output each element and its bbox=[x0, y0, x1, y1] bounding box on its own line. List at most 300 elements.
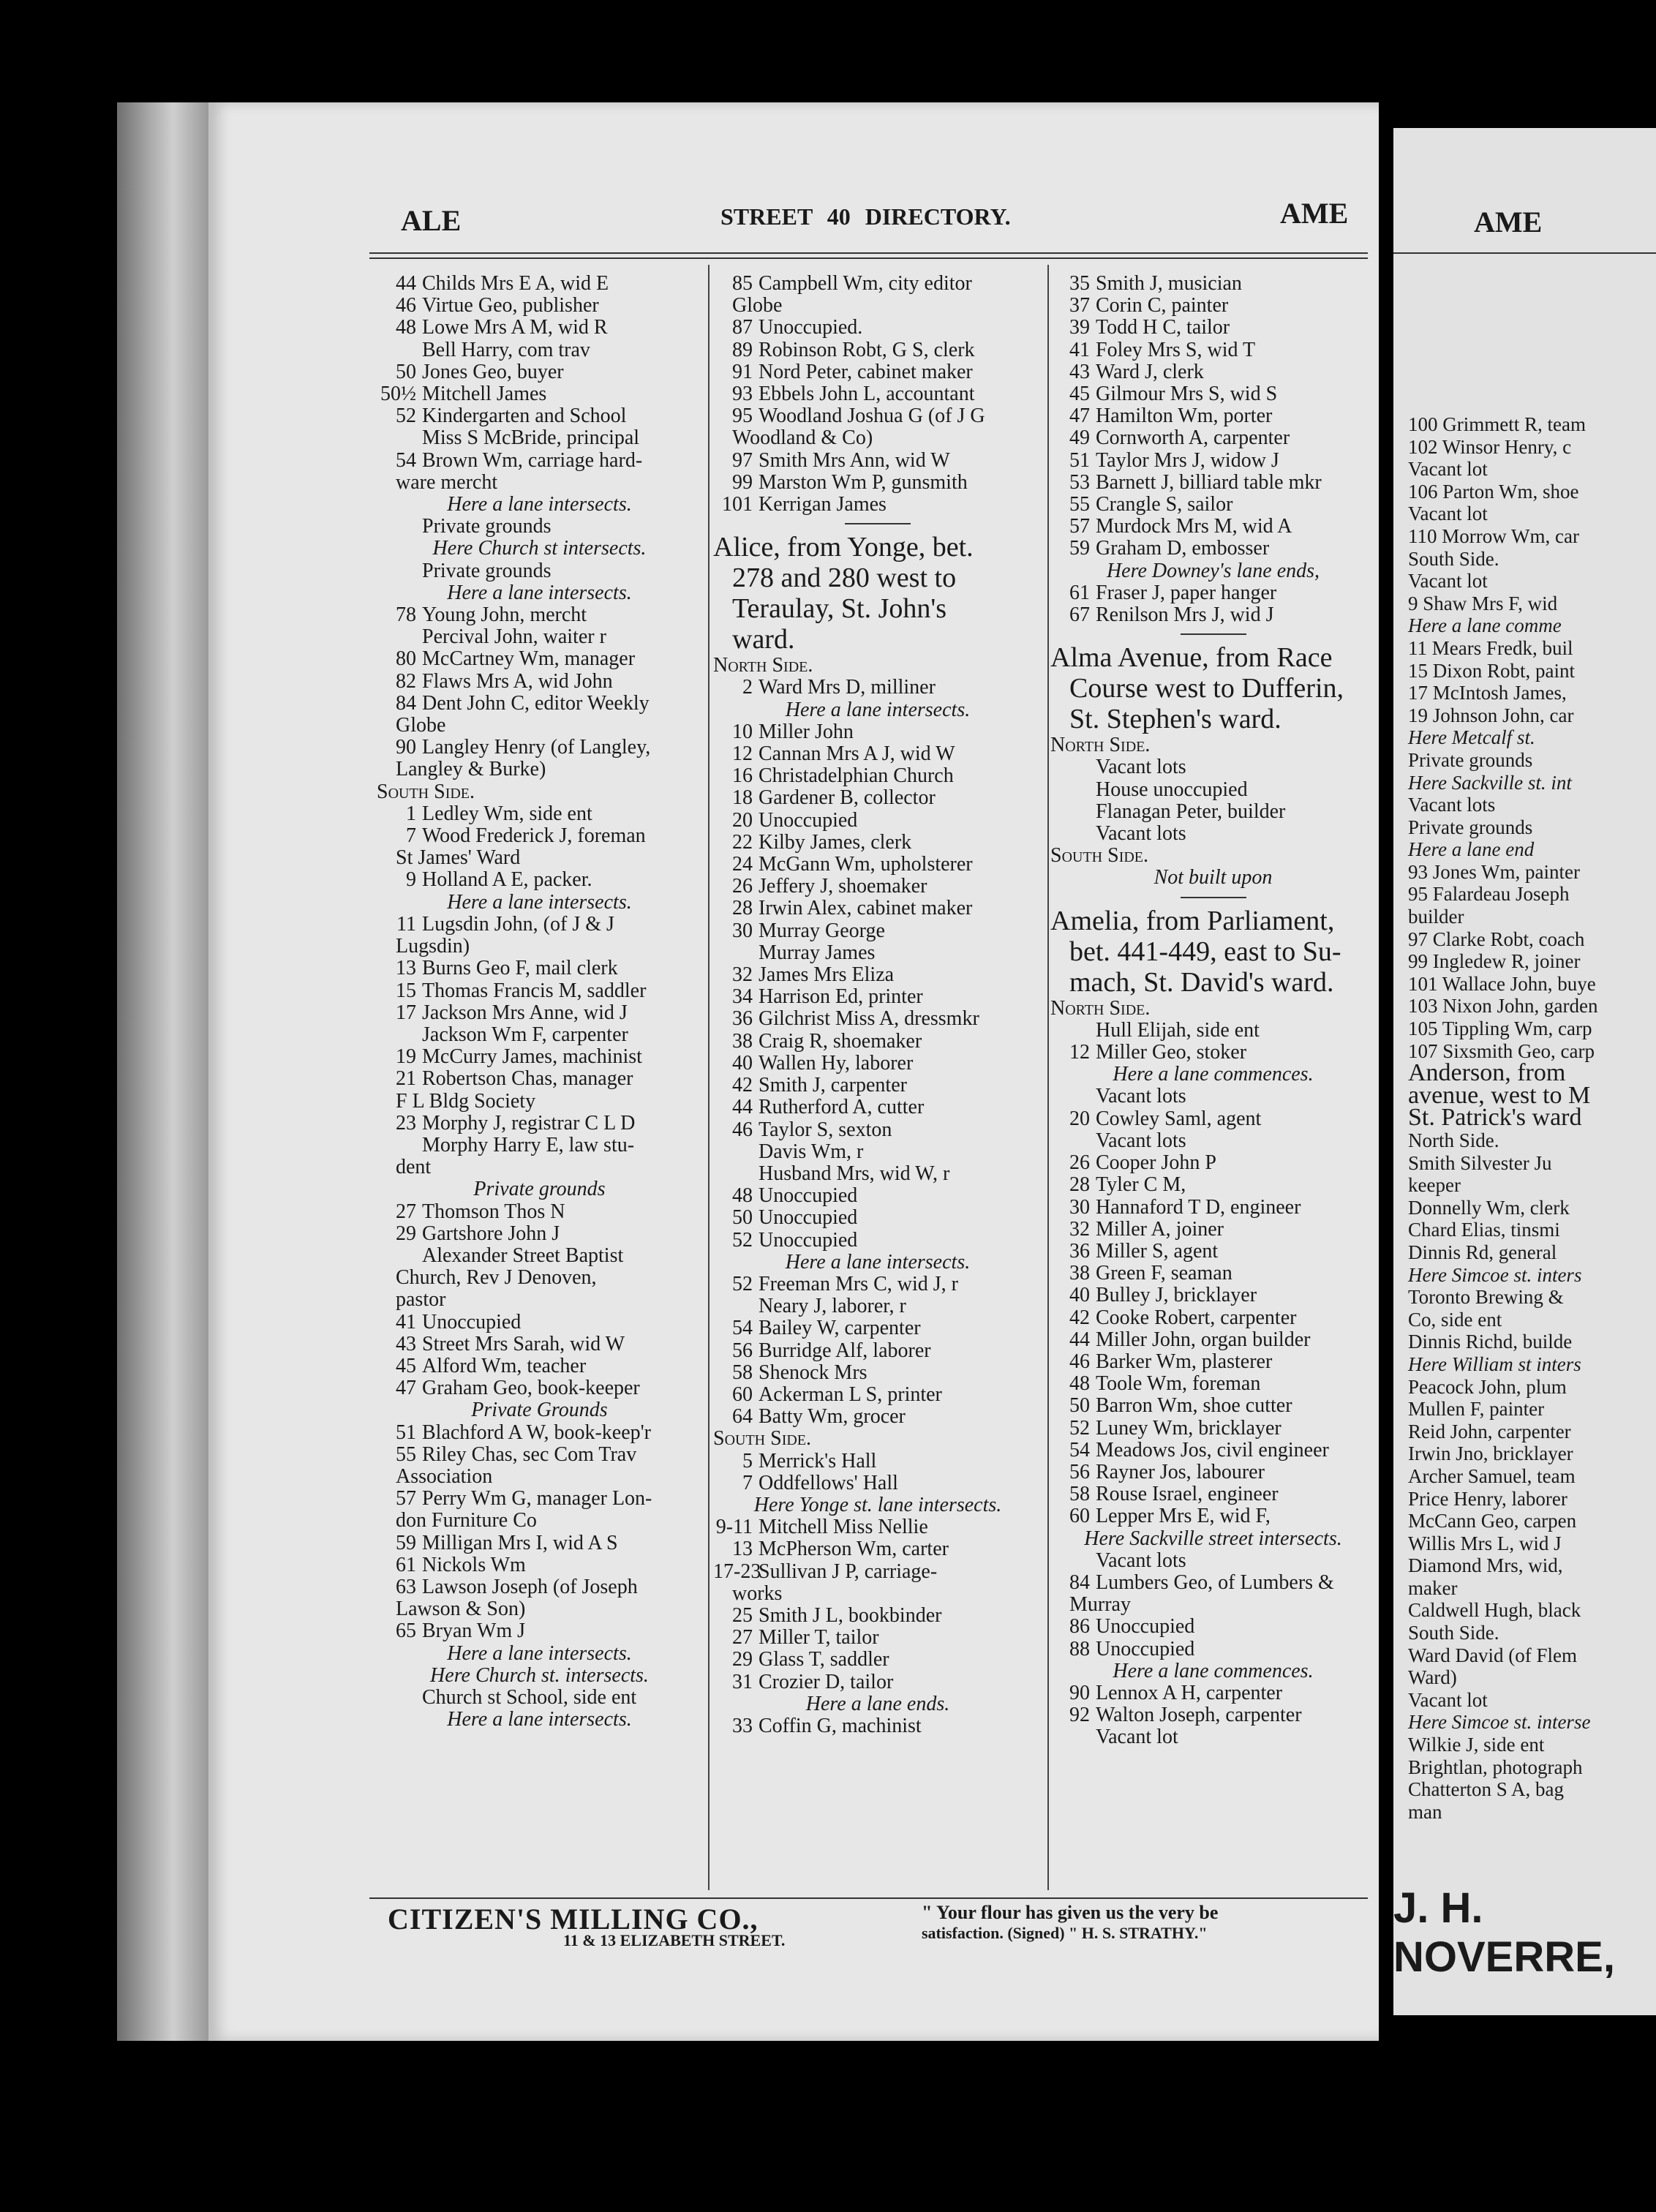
entry-text: Smith J, musician bbox=[1096, 272, 1242, 295]
directory-entry bbox=[713, 405, 1042, 427]
entry-text: Woodland & Co) bbox=[732, 426, 873, 450]
directory-entry bbox=[1050, 779, 1376, 801]
directory-entry bbox=[713, 787, 1042, 809]
directory-entry bbox=[713, 1451, 1042, 1472]
directory-entry bbox=[713, 427, 1042, 449]
house-number: 61 bbox=[396, 1553, 416, 1576]
house-number: 64 bbox=[732, 1405, 753, 1429]
house-number: 42 bbox=[732, 1074, 753, 1097]
entry-text: Smith J L, bookbinder bbox=[759, 1603, 942, 1627]
house-number: 90 bbox=[396, 736, 416, 759]
directory-entry bbox=[713, 532, 1042, 563]
right-entry: South Side. bbox=[1408, 1622, 1499, 1644]
house-number: 67 bbox=[1069, 603, 1090, 627]
house-number: 43 bbox=[1069, 360, 1090, 383]
house-number: 50 bbox=[1069, 1394, 1090, 1418]
house-number: 47 bbox=[396, 1377, 416, 1400]
house-number: 91 bbox=[732, 360, 753, 383]
house-number: 27 bbox=[732, 1626, 753, 1649]
entry-text: Globe bbox=[396, 714, 446, 737]
directory-entry bbox=[1050, 1505, 1376, 1527]
right-entry: Private grounds bbox=[1408, 816, 1533, 838]
right-entry: Toronto Brewing & bbox=[1408, 1286, 1564, 1309]
house-number: 36 bbox=[732, 1007, 753, 1031]
house-number: 20 bbox=[1069, 1107, 1090, 1130]
house-number: 45 bbox=[1069, 383, 1090, 406]
directory-entry bbox=[1050, 472, 1376, 494]
directory-entry bbox=[713, 339, 1042, 361]
directory-entry bbox=[1050, 339, 1376, 361]
directory-entry bbox=[1050, 1241, 1376, 1263]
entry-text: Langley Henry (of Langley, bbox=[422, 736, 651, 759]
entry-text: Murray George bbox=[759, 919, 885, 942]
directory-entry bbox=[1050, 1550, 1376, 1572]
house-number: 45 bbox=[396, 1354, 416, 1377]
directory-entry bbox=[713, 1096, 1042, 1118]
house-number: 44 bbox=[1069, 1328, 1090, 1351]
directory-entry bbox=[377, 693, 702, 715]
directory-entry bbox=[713, 472, 1042, 494]
directory-entry bbox=[713, 721, 1042, 743]
directory-entry bbox=[713, 494, 1042, 516]
directory-entry bbox=[713, 383, 1042, 405]
directory-entry bbox=[713, 677, 1042, 699]
right-entry: Vacant lots bbox=[1408, 794, 1496, 816]
house-number: 61 bbox=[1069, 581, 1090, 604]
right-entry: Smith Silvester Ju bbox=[1408, 1151, 1552, 1174]
entry-text: McCartney Wm, manager bbox=[422, 647, 636, 671]
house-number: 57 bbox=[1069, 515, 1090, 538]
directory-entry bbox=[377, 1201, 702, 1223]
directory-entry bbox=[377, 273, 702, 295]
entry-text: Unoccupied. bbox=[759, 316, 863, 339]
directory-entry bbox=[713, 1472, 1042, 1494]
house-number: 59 bbox=[1069, 537, 1090, 560]
house-number: 2 bbox=[742, 676, 753, 699]
entry-text: Jackson Wm F, carpenter bbox=[422, 1023, 628, 1046]
right-entry: Private grounds bbox=[1408, 748, 1533, 771]
house-number: 55 bbox=[1069, 493, 1090, 516]
entry-text: Cooper John P bbox=[1096, 1151, 1216, 1175]
entry-text: Hamilton Wm, porter bbox=[1096, 405, 1273, 428]
directory-entry bbox=[713, 1494, 1042, 1516]
house-number: 25 bbox=[732, 1603, 753, 1627]
directory-entry bbox=[377, 1643, 702, 1665]
right-entry: Here Metcalf st. bbox=[1408, 726, 1535, 749]
directory-entry bbox=[1050, 998, 1376, 1020]
directory-entry bbox=[1050, 1572, 1376, 1594]
house-number: 92 bbox=[1069, 1704, 1090, 1727]
entry-text: Lumbers Geo, of Lumbers & bbox=[1096, 1570, 1334, 1594]
right-footer: J. H. NOVERRE, bbox=[1393, 1884, 1615, 1981]
directory-entry bbox=[713, 1627, 1042, 1649]
directory-entry bbox=[1050, 383, 1376, 405]
directory-entry bbox=[377, 1466, 702, 1488]
right-entry: Ward) bbox=[1408, 1666, 1457, 1689]
house-number: 5 bbox=[742, 1449, 753, 1472]
house-number: 32 bbox=[1069, 1217, 1090, 1241]
directory-entry bbox=[713, 1053, 1042, 1075]
house-number: 27 bbox=[396, 1200, 416, 1223]
directory-entry bbox=[1050, 1639, 1376, 1660]
entry-text: Cannan Mrs A J, wid W bbox=[759, 742, 955, 766]
directory-entry bbox=[713, 1406, 1042, 1428]
house-number: 50 bbox=[732, 1206, 753, 1230]
right-entry: Here Simcoe st. interse bbox=[1408, 1711, 1591, 1734]
directory-entry bbox=[377, 936, 702, 958]
entry-text: St James' Ward bbox=[396, 846, 521, 870]
right-entry: avenue, west to M bbox=[1408, 1081, 1591, 1109]
entry-text: Young John, mercht bbox=[422, 603, 587, 627]
entry-text: Flaws Mrs A, wid John bbox=[422, 669, 613, 693]
house-number: 50½ bbox=[380, 383, 416, 406]
entry-text: Lepper Mrs E, wid F, bbox=[1096, 1505, 1271, 1528]
directory-entry bbox=[1050, 1197, 1376, 1219]
right-entry: Co, side ent bbox=[1408, 1308, 1502, 1331]
directory-entry bbox=[713, 1252, 1042, 1274]
right-header-rule bbox=[1393, 252, 1656, 254]
entry-text: Here a lane intersects. bbox=[447, 493, 632, 516]
section-divider bbox=[845, 523, 911, 524]
house-number: 30 bbox=[732, 919, 753, 942]
entry-text: Toole Wm, foreman bbox=[1096, 1372, 1261, 1396]
house-number: 46 bbox=[1069, 1350, 1090, 1373]
right-entry: North Side. bbox=[1408, 1129, 1499, 1151]
entry-text: Here Church st intersects. bbox=[432, 537, 647, 560]
house-number: 93 bbox=[732, 383, 753, 406]
house-number: 85 bbox=[732, 272, 753, 295]
directory-entry bbox=[377, 1422, 702, 1444]
house-number: 7 bbox=[406, 824, 416, 848]
entry-text: Glass T, saddler bbox=[759, 1648, 889, 1671]
entry-text: F L Bldg Society bbox=[396, 1089, 536, 1113]
entry-text: Perry Wm G, manager Lon- bbox=[422, 1487, 652, 1511]
directory-entry bbox=[377, 1267, 702, 1289]
house-number: 39 bbox=[1069, 316, 1090, 339]
entry-text: Corin C, painter bbox=[1096, 294, 1229, 317]
directory-entry bbox=[377, 980, 702, 1002]
directory-entry bbox=[377, 1444, 702, 1466]
entry-text: Meadows Jos, civil engineer bbox=[1096, 1438, 1329, 1462]
directory-entry bbox=[377, 1620, 702, 1642]
entry-text: Hannaford T D, engineer bbox=[1096, 1195, 1301, 1219]
directory-entry bbox=[1050, 1284, 1376, 1306]
house-number: 38 bbox=[1069, 1262, 1090, 1285]
entry-text: Taylor Mrs J, widow J bbox=[1096, 448, 1279, 472]
directory-entry bbox=[377, 1510, 702, 1532]
directory-entry bbox=[713, 1516, 1042, 1538]
directory-entry bbox=[377, 671, 702, 693]
directory-entry bbox=[713, 1384, 1042, 1406]
house-number: 10 bbox=[732, 720, 753, 743]
house-number: 99 bbox=[732, 470, 753, 494]
entry-text: Rouse Israel, engineer bbox=[1096, 1483, 1279, 1506]
house-number: 51 bbox=[396, 1421, 416, 1444]
entry-text: Morphy Harry E, law stu- bbox=[422, 1133, 635, 1156]
entry-text: Alford Wm, teacher bbox=[422, 1354, 587, 1377]
entry-text: Church st School, side ent bbox=[422, 1686, 637, 1709]
entry-text: Childs Mrs E A, wid E bbox=[422, 272, 609, 295]
entry-text: House unoccupied bbox=[1096, 778, 1248, 801]
house-number: 88 bbox=[1069, 1637, 1090, 1660]
directory-entry bbox=[1050, 1704, 1376, 1726]
house-number: 59 bbox=[396, 1531, 416, 1554]
directory-entry bbox=[713, 655, 1042, 677]
right-entry: Vacant lot bbox=[1408, 458, 1488, 481]
directory-entry bbox=[377, 538, 702, 560]
directory-entry bbox=[377, 427, 702, 449]
house-number: 12 bbox=[732, 742, 753, 766]
directory-entry bbox=[1050, 1329, 1376, 1351]
entry-text: Here Yonge st. lane intersects. bbox=[753, 1493, 1002, 1516]
entry-text: Here a lane commences. bbox=[1113, 1659, 1314, 1682]
right-entry: South Side. bbox=[1408, 547, 1499, 570]
right-entry: Mullen F, painter bbox=[1408, 1398, 1545, 1421]
directory-entry bbox=[713, 1317, 1042, 1339]
entry-text: dent bbox=[396, 1156, 432, 1179]
directory-entry bbox=[713, 1119, 1042, 1141]
entry-text: Here a lane intersects. bbox=[447, 581, 632, 604]
entry-text: ward. bbox=[732, 624, 795, 655]
directory-entry bbox=[377, 1135, 702, 1156]
entry-text: Luney Wm, bricklayer bbox=[1096, 1416, 1281, 1440]
directory-entry bbox=[377, 869, 702, 891]
directory-entry bbox=[377, 1576, 702, 1598]
directory-entry bbox=[377, 1091, 702, 1113]
directory-entry bbox=[1050, 936, 1376, 967]
directory-entry bbox=[377, 494, 702, 516]
directory-entry bbox=[1050, 405, 1376, 427]
directory-entry bbox=[1050, 734, 1376, 756]
house-number: 38 bbox=[732, 1029, 753, 1053]
house-number: 46 bbox=[732, 1118, 753, 1141]
entry-text: Oddfellows' Hall bbox=[759, 1471, 898, 1494]
directory-entry bbox=[713, 964, 1042, 986]
house-number: 41 bbox=[1069, 338, 1090, 361]
house-number: 36 bbox=[1069, 1239, 1090, 1263]
house-number: 47 bbox=[1069, 405, 1090, 428]
entry-text: Private grounds bbox=[473, 1178, 606, 1201]
house-number: 21 bbox=[396, 1067, 416, 1091]
house-number: 18 bbox=[732, 786, 753, 810]
entry-text: Holland A E, packer. bbox=[422, 868, 592, 892]
entry-text: Vacant lots bbox=[1096, 756, 1186, 779]
directory-entry bbox=[377, 450, 702, 472]
directory-entry bbox=[377, 582, 702, 604]
right-entry: 110 Morrow Wm, car bbox=[1408, 524, 1579, 547]
directory-entry bbox=[377, 560, 702, 582]
house-number: 101 bbox=[722, 493, 753, 516]
house-number: 28 bbox=[1069, 1173, 1090, 1197]
right-entry: Here Sackville st. int bbox=[1408, 771, 1572, 794]
house-number: 95 bbox=[732, 405, 753, 428]
house-number: 12 bbox=[1069, 1041, 1090, 1064]
directory-entry bbox=[1050, 538, 1376, 560]
directory-entry bbox=[713, 563, 1042, 593]
directory-entry bbox=[1050, 560, 1376, 582]
entry-text: Gilmour Mrs S, wid S bbox=[1096, 383, 1278, 406]
house-number: 49 bbox=[1069, 426, 1090, 450]
directory-entry bbox=[377, 516, 702, 538]
header-rule-2 bbox=[369, 257, 1368, 259]
entry-text: Harrison Ed, printer bbox=[759, 985, 923, 1009]
right-page-fragment bbox=[1393, 128, 1656, 2015]
directory-entry bbox=[1050, 317, 1376, 339]
entry-text: Not built upon bbox=[1153, 866, 1273, 889]
right-entry: Irwin Jno, bricklayer bbox=[1408, 1442, 1573, 1465]
house-number: 84 bbox=[1069, 1570, 1090, 1594]
column-2 bbox=[713, 273, 1042, 1737]
entry-text: Jeffery J, shoemaker bbox=[759, 875, 927, 898]
entry-text: Barker Wm, plasterer bbox=[1096, 1350, 1273, 1373]
house-number: 29 bbox=[732, 1648, 753, 1671]
entry-text: Miller T, tailor bbox=[759, 1626, 879, 1649]
house-number: 52 bbox=[1069, 1416, 1090, 1440]
entry-text: Hull Elijah, side ent bbox=[1096, 1018, 1260, 1042]
right-entry: 101 Wallace John, buye bbox=[1408, 972, 1596, 995]
directory-entry bbox=[1050, 673, 1376, 704]
house-number: 19 bbox=[396, 1045, 416, 1069]
footer-address: 11 & 13 ELIZABETH STREET. bbox=[563, 1931, 786, 1949]
directory-entry bbox=[1050, 582, 1376, 604]
footer-rule bbox=[369, 1897, 1368, 1899]
entry-text: Irwin Alex, cabinet maker bbox=[759, 897, 973, 920]
house-number: 58 bbox=[732, 1361, 753, 1384]
directory-entry bbox=[1050, 967, 1376, 998]
right-entry: Caldwell Hugh, black bbox=[1408, 1599, 1581, 1622]
directory-entry bbox=[377, 1488, 702, 1510]
header-right: AME bbox=[1280, 197, 1349, 230]
directory-entry bbox=[1050, 867, 1376, 889]
directory-entry bbox=[1050, 273, 1376, 295]
entry-text: South Side. bbox=[1050, 844, 1149, 868]
entry-text: Jones Geo, buyer bbox=[422, 360, 564, 383]
directory-entry bbox=[377, 1532, 702, 1554]
house-number: 29 bbox=[396, 1222, 416, 1245]
house-number: 54 bbox=[732, 1317, 753, 1340]
page-edge-stack bbox=[117, 102, 219, 2041]
entry-text: Crozier D, tailor bbox=[759, 1670, 894, 1693]
directory-entry bbox=[713, 986, 1042, 1008]
entry-text: Here Church st. intersects. bbox=[430, 1663, 649, 1687]
entry-text: Graham Geo, book-keeper bbox=[422, 1377, 640, 1400]
directory-entry bbox=[377, 1024, 702, 1046]
directory-entry bbox=[1050, 1263, 1376, 1284]
house-number: 78 bbox=[396, 603, 416, 627]
directory-entry bbox=[1050, 361, 1376, 383]
entry-text: Alice, from Yonge, bet. bbox=[713, 532, 974, 563]
entry-text: Bailey W, carpenter bbox=[759, 1317, 921, 1340]
house-number: 41 bbox=[396, 1310, 416, 1333]
right-entry: Diamond Mrs, wid, bbox=[1408, 1554, 1563, 1577]
directory-entry bbox=[377, 847, 702, 869]
entry-text: Bulley J, bricklayer bbox=[1096, 1284, 1257, 1307]
entry-text: Husband Mrs, wid W, r bbox=[759, 1162, 950, 1185]
directory-entry bbox=[713, 1671, 1042, 1693]
directory-entry bbox=[713, 1428, 1042, 1450]
entry-text: Murray James bbox=[759, 941, 876, 964]
entry-text: Amelia, from Parliament, bbox=[1050, 905, 1335, 936]
entry-text: Here a lane commences. bbox=[1113, 1063, 1314, 1086]
directory-entry bbox=[713, 295, 1042, 317]
entry-text: Vacant lots bbox=[1096, 822, 1186, 846]
house-number: 60 bbox=[732, 1382, 753, 1406]
entry-text: Sullivan J P, carriage- bbox=[759, 1560, 938, 1583]
entry-text: Lawson Joseph (of Joseph bbox=[422, 1575, 638, 1598]
entry-text: Wood Frederick J, foreman bbox=[422, 824, 646, 848]
directory-entry bbox=[1050, 1462, 1376, 1483]
directory-entry bbox=[377, 1245, 702, 1267]
directory-entry bbox=[1050, 427, 1376, 449]
entry-text: Gartshore John J bbox=[422, 1222, 560, 1245]
entry-text: Marston Wm P, gunsmith bbox=[759, 470, 968, 494]
entry-text: don Furniture Co bbox=[396, 1509, 537, 1532]
right-entry: Here a lane end bbox=[1408, 838, 1535, 861]
directory-entry bbox=[713, 1538, 1042, 1560]
entry-text: Murray bbox=[1069, 1593, 1131, 1617]
entry-text: Ackerman L S, printer bbox=[759, 1382, 942, 1406]
entry-text: Percival John, waiter r bbox=[422, 625, 606, 649]
entry-text: Teraulay, St. John's bbox=[732, 593, 947, 625]
entry-text: Vacant lots bbox=[1096, 1129, 1186, 1152]
right-entry: 100 Grimmett R, team bbox=[1408, 413, 1586, 435]
directory-entry bbox=[1050, 1064, 1376, 1086]
house-number: 54 bbox=[396, 448, 416, 472]
entry-text: Jackson Mrs Anne, wid J bbox=[422, 1001, 628, 1024]
directory-entry bbox=[1050, 494, 1376, 516]
directory-entry bbox=[1050, 1086, 1376, 1107]
entry-text: bet. 441-449, east to Su- bbox=[1069, 936, 1341, 967]
directory-entry bbox=[377, 1355, 702, 1377]
entry-text: Smith J, carpenter bbox=[759, 1074, 907, 1097]
entry-text: Miller John bbox=[759, 720, 854, 743]
right-entry: Chatterton S A, bag bbox=[1408, 1778, 1564, 1801]
entry-text: Lugsdin) bbox=[396, 935, 470, 958]
house-number: 16 bbox=[732, 764, 753, 788]
entry-text: Brown Wm, carriage hard- bbox=[422, 448, 643, 472]
directory-entry bbox=[713, 1561, 1042, 1583]
right-entry: Dinnis Rd, general bbox=[1408, 1241, 1557, 1263]
directory-entry bbox=[377, 317, 702, 339]
directory-entry bbox=[713, 876, 1042, 898]
directory-entry bbox=[1050, 1152, 1376, 1174]
entry-text: Green F, seaman bbox=[1096, 1262, 1232, 1285]
house-number: 24 bbox=[732, 853, 753, 876]
directory-entry bbox=[377, 1709, 702, 1731]
directory-entry bbox=[377, 1399, 702, 1421]
right-entry: Price Henry, laborer bbox=[1408, 1487, 1567, 1510]
header-rule bbox=[369, 252, 1368, 254]
directory-entry bbox=[377, 383, 702, 405]
entry-text: Smith Mrs Ann, wid W bbox=[759, 448, 950, 472]
directory-entry bbox=[713, 854, 1042, 876]
column-divider bbox=[1047, 265, 1049, 1890]
entry-text: South Side. bbox=[713, 1427, 812, 1451]
directory-entry bbox=[1050, 1440, 1376, 1462]
right-entry: keeper bbox=[1408, 1174, 1461, 1197]
house-number: 86 bbox=[1069, 1615, 1090, 1639]
directory-entry bbox=[713, 1605, 1042, 1627]
entry-text: Cornworth A, carpenter bbox=[1096, 426, 1290, 450]
entry-text: Renilson Mrs J, wid J bbox=[1096, 603, 1274, 627]
entry-text: Here a lane intersects. bbox=[785, 1250, 971, 1274]
directory-entry bbox=[1050, 1395, 1376, 1417]
house-number: 20 bbox=[732, 808, 753, 832]
column-3 bbox=[1050, 273, 1376, 1749]
entry-text: Ward Mrs D, milliner bbox=[759, 676, 936, 699]
footer-quote: " Your flour has given us the very be bbox=[922, 1902, 1219, 1923]
directory-entry bbox=[713, 1693, 1042, 1715]
